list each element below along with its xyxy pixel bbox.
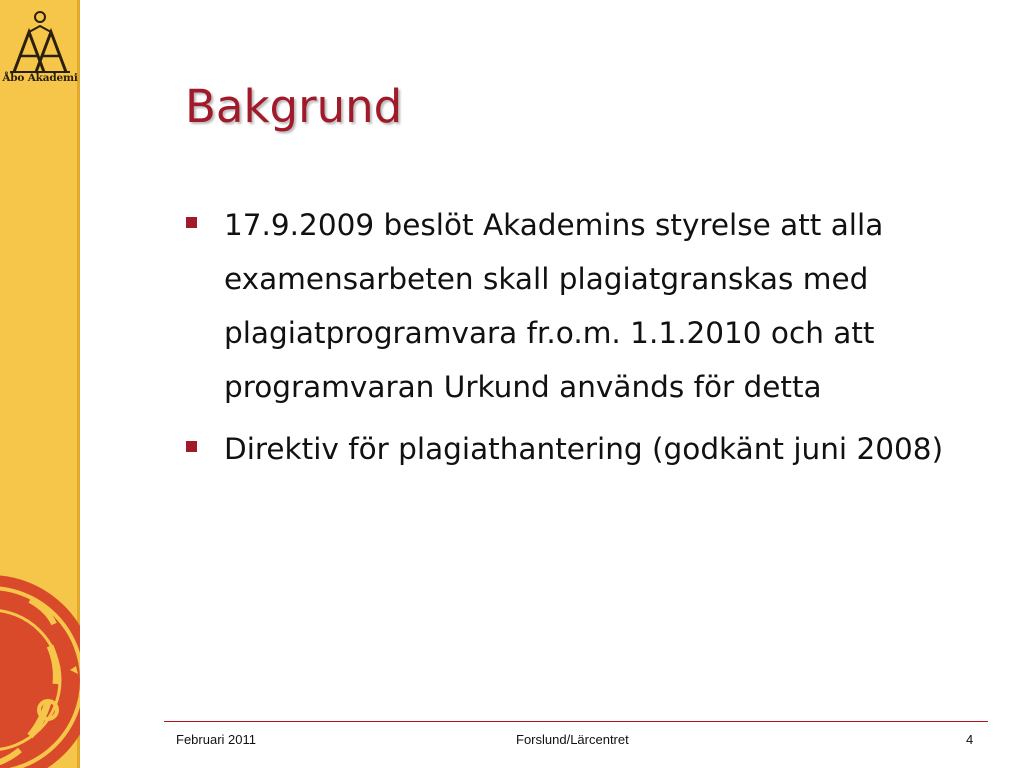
footer-date: Februari 2011	[176, 732, 256, 747]
bullet-item	[186, 198, 986, 414]
footer-author: Forslund/Lärcentret	[516, 732, 629, 747]
bullet-text: 17.9.2009 beslöt Akademins styrelse att alla examensarbeten skall plagiatgranskas med plagiatprogramvara fr.o.m. 1.1.2010 och att programvaran Urkund används för detta	[224, 208, 884, 404]
page-number: 4	[966, 732, 974, 747]
footer-divider	[164, 721, 988, 722]
slide-title: Bakgrund	[185, 80, 403, 133]
bullet-item	[186, 422, 986, 476]
square-bullet-icon	[186, 441, 197, 452]
university-seal-icon	[0, 560, 80, 768]
bullet-text: Direktiv för plagiathantering (godkänt juni 2008)	[224, 432, 944, 466]
logo-text: Åbo Akademi	[2, 72, 78, 84]
bullet-list	[186, 198, 986, 484]
square-bullet-icon	[186, 217, 197, 228]
side-band	[0, 0, 80, 768]
